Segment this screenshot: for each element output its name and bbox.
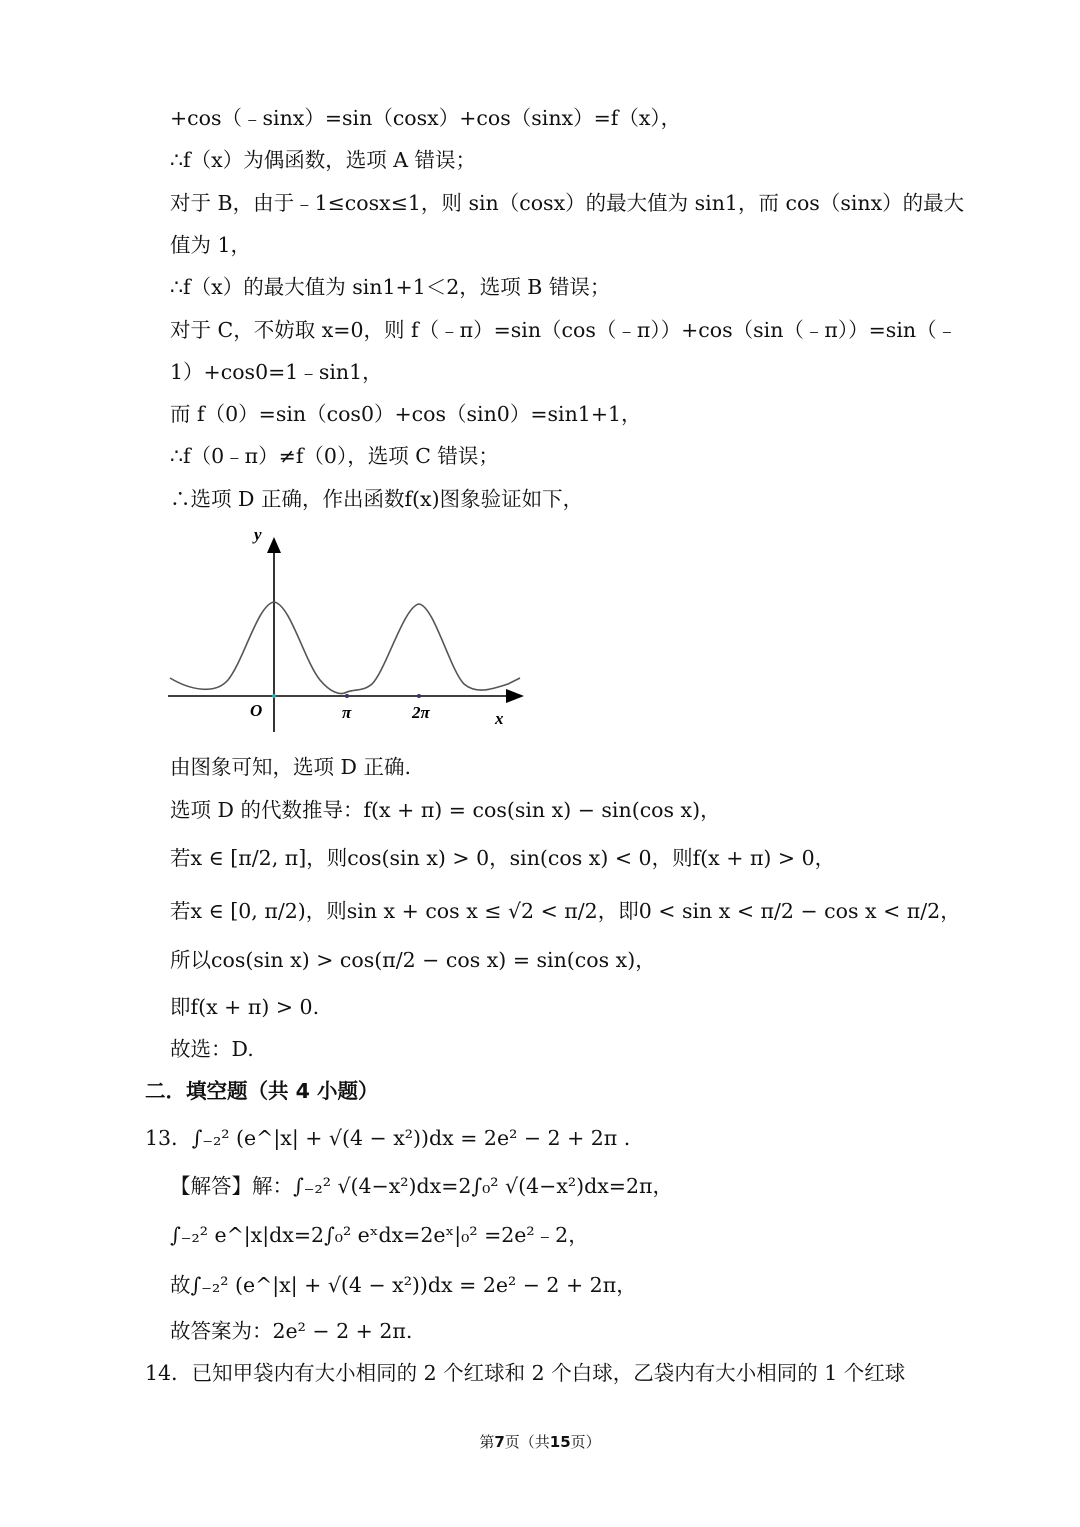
text-line: ∴f（x）为偶函数，选项 A 错误； — [170, 148, 477, 172]
text-line: 对于 B，由于﹣1≤cosx≤1，则 sin（cosx）的最大值为 sin1，而 cos（sinx）的最大 — [170, 191, 965, 215]
text-line: 1）+cos0=1﹣sin1， — [170, 360, 383, 384]
text-line: 所以cos(sin x) > cos(π/2 − cos x) = sin(cos x)， — [170, 948, 656, 972]
page-footer — [0, 1431, 1080, 1452]
origin-dot — [272, 694, 276, 698]
pi-dot — [345, 694, 349, 698]
footer-suffix: 页） — [570, 1433, 601, 1451]
y-axis-arrow-icon — [267, 537, 281, 553]
x-axis-label: x — [495, 709, 504, 728]
x-axis-arrow-icon — [506, 689, 524, 703]
question-13: 13．∫₋₂² (e^|x| + √(4 − x²))dx = 2e² − 2 + 2π . — [145, 1126, 631, 1150]
pi-label: π — [342, 703, 352, 722]
text-line: 选项 D 的代数推导：f(x + π) = cos(sin x) − sin(cos x)， — [170, 798, 721, 822]
text-line: 若x ∈ [π/2, π]，则cos(sin x) > 0，sin(cos x) < 0，则f(x + π) > 0， — [170, 846, 836, 870]
section-heading: 二．填空题（共 4 小题） — [145, 1079, 379, 1103]
footer-prefix: 第 — [479, 1433, 495, 1451]
text-line: +cos（﹣sinx）=sin（cosx）+cos（sinx）=f（x）， — [170, 106, 682, 130]
text-line: 由图象可知，选项 D 正确. — [170, 755, 411, 779]
origin-label: O — [250, 701, 263, 720]
answer-line: 故答案为：2e² − 2 + 2π. — [170, 1319, 413, 1343]
question-14: 14．已知甲袋内有大小相同的 2 个红球和 2 个白球，乙袋内有大小相同的 1 个红球 — [145, 1361, 906, 1385]
text-line: 即f(x + π) > 0. — [170, 995, 320, 1019]
function-curve — [170, 602, 520, 694]
text-line: 对于 C，不妨取 x=0，则 f（﹣π）=sin（cos（﹣π））+cos（sin（﹣π））=sin（﹣ — [170, 318, 958, 342]
text-line: 值为 1， — [170, 233, 252, 257]
text-line: 而 f（0）=sin（cos0）+cos（sin0）=sin1+1， — [170, 402, 642, 426]
text-line: 若x ∈ [0, π/2)，则sin x + cos x ≤ √2 < π/2，即0 < sin x < π/2 − cos x < π/2， — [170, 899, 961, 923]
text-line: ∴选项 D 正确，作出函数f(x)图象验证如下， — [170, 487, 584, 511]
answer-line: ∫₋₂² e^|x|dx=2∫₀² eˣdx=2eˣ|₀² =2e²﹣2， — [170, 1223, 589, 1247]
two-pi-label: 2π — [412, 703, 430, 722]
function-graph — [160, 520, 530, 742]
footer-total-pages: 15 — [549, 1433, 571, 1451]
footer-middle: 页（共 — [504, 1433, 550, 1451]
y-axis-label: y — [254, 525, 262, 544]
footer-page-number: 7 — [494, 1433, 505, 1451]
text-line: ∴f（0﹣π）≠f（0），选项 C 错误； — [170, 444, 499, 468]
text-line: ∴f（x）的最大值为 sin1+1＜2，选项 B 错误； — [170, 275, 611, 299]
text-line: 故选：D. — [170, 1037, 254, 1061]
answer-line: 【解答】解：∫₋₂² √(4−x²)dx=2∫₀² √(4−x²)dx=2π， — [170, 1174, 673, 1198]
answer-line: 故∫₋₂² (e^|x| + √(4 − x²))dx = 2e² − 2 + 2π， — [170, 1273, 637, 1297]
two-pi-dot — [417, 694, 421, 698]
